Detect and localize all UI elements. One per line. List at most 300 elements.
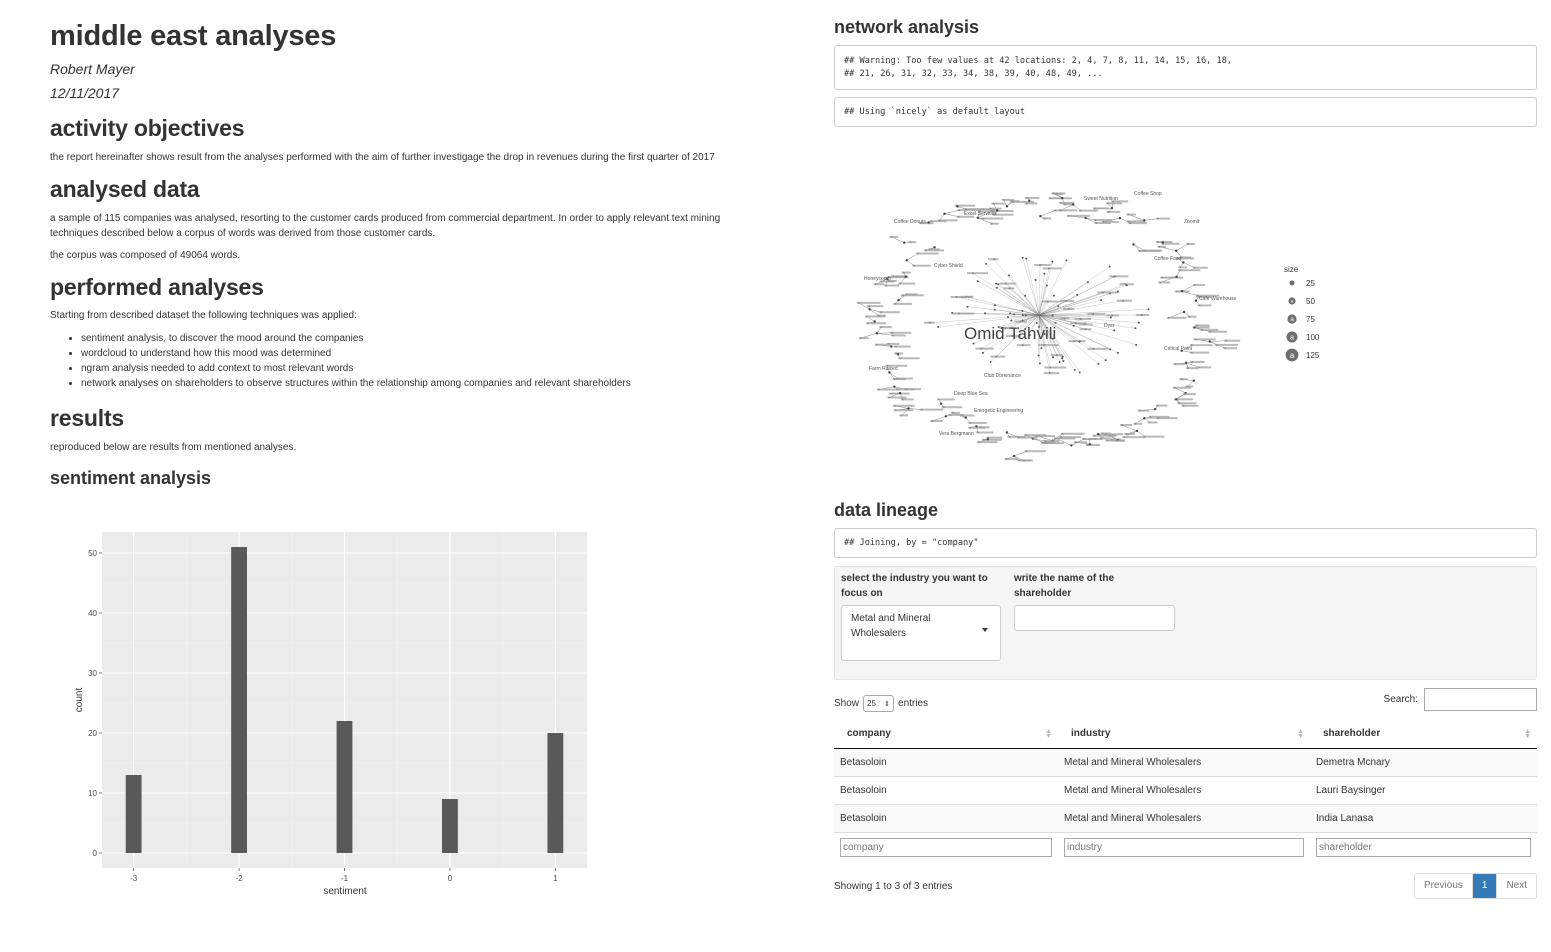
node-label-mark	[896, 378, 913, 380]
previous-page-button[interactable]: Previous	[1415, 874, 1472, 898]
network-node	[1057, 305, 1059, 307]
table-cell: Lauri Baysinger	[1310, 776, 1537, 804]
table-row[interactable]	[834, 776, 1537, 804]
network-node-label: Critical Point	[1164, 346, 1193, 352]
bar	[442, 799, 458, 853]
node-label-mark	[1094, 219, 1113, 221]
network-edge	[945, 210, 960, 214]
legend-label: 25	[1306, 279, 1315, 288]
node-label-mark	[1122, 436, 1145, 438]
node-label-mark	[1025, 202, 1038, 204]
network-node	[1109, 266, 1111, 268]
network-node	[990, 361, 992, 363]
network-node	[1008, 274, 1010, 276]
node-label-mark	[1054, 193, 1063, 195]
column-header-industry[interactable]	[1058, 720, 1310, 748]
network-node	[977, 280, 979, 282]
network-node	[899, 392, 901, 394]
node-label-mark	[1034, 264, 1051, 266]
objectives-text: the report hereinafter shows result from the analyses performed with the aim of further investigage the drop in revenues during the first quarter of 2017	[50, 152, 715, 163]
network-node-label: Dyer	[1104, 323, 1115, 329]
entries-select-value: 25	[867, 699, 876, 708]
network-edge	[877, 333, 892, 334]
node-label-mark	[953, 313, 974, 315]
node-label-mark	[1051, 354, 1063, 356]
node-label-mark	[1043, 440, 1059, 442]
node-label-mark	[991, 203, 1005, 205]
node-label-mark	[1157, 246, 1166, 248]
node-label-mark	[1086, 444, 1100, 446]
node-label-mark	[1224, 340, 1240, 342]
network-node-label: Zoomit	[1184, 219, 1200, 225]
bar	[231, 547, 247, 853]
network-node	[1009, 312, 1011, 314]
node-label-mark	[976, 431, 993, 433]
analyses-intro: Starting from described dataset the following techniques was applied:	[50, 310, 357, 321]
network-node	[876, 332, 878, 334]
node-label-mark	[990, 223, 999, 225]
node-label-mark	[1107, 211, 1121, 213]
report-right-column	[834, 16, 1537, 901]
network-node-label: Deep Blue Sea	[954, 391, 988, 397]
network-node	[1154, 408, 1156, 410]
node-label-mark	[1043, 267, 1062, 269]
industry-select-label: select the industry you want to focus on	[841, 573, 988, 599]
network-node	[1136, 430, 1138, 432]
node-label-mark	[877, 389, 901, 391]
network-node-label: Club Dominance	[984, 373, 1021, 379]
node-label-mark	[1186, 243, 1195, 245]
node-label-mark	[982, 218, 1004, 220]
network-node	[1022, 257, 1024, 259]
x-tick-label: -1	[340, 874, 349, 883]
column-header-shareholder[interactable]	[1310, 720, 1537, 748]
network-node	[1040, 347, 1042, 349]
node-label-mark	[893, 405, 915, 407]
network-edge	[907, 254, 918, 261]
node-label-mark	[879, 326, 892, 328]
node-label-mark	[1106, 314, 1119, 316]
network-node	[897, 299, 899, 301]
y-tick-label: 40	[88, 609, 97, 618]
node-label-mark	[1109, 275, 1128, 277]
network-node	[933, 246, 935, 248]
node-label-mark	[1093, 207, 1109, 209]
page-1-button[interactable]: 1	[1472, 874, 1497, 898]
network-node-label: Farm Raised	[869, 366, 898, 372]
network-node	[1175, 398, 1177, 400]
industry-filter-input[interactable]	[1064, 838, 1304, 857]
node-label-mark	[1136, 314, 1149, 316]
node-label-mark	[1126, 214, 1136, 216]
node-label-mark	[1017, 344, 1031, 346]
node-label-mark	[1022, 460, 1031, 462]
lineage-table	[834, 720, 1537, 863]
network-node	[1183, 311, 1185, 313]
network-node	[1143, 417, 1145, 419]
network-node	[1052, 356, 1054, 358]
filter-panel	[834, 566, 1537, 680]
column-header-label: company	[847, 728, 891, 740]
bar	[547, 733, 563, 853]
network-node	[1062, 360, 1064, 362]
column-header-company[interactable]	[834, 720, 1058, 748]
results-text: reproduced below are results from mentioned analyses.	[50, 442, 297, 453]
network-node	[997, 283, 999, 285]
table-row[interactable]	[834, 804, 1537, 832]
network-node	[937, 326, 939, 328]
node-label-mark	[884, 285, 899, 287]
pagination	[1414, 873, 1537, 899]
node-label-mark	[1133, 423, 1142, 425]
column-filter-row	[834, 832, 1537, 863]
network-node	[1084, 217, 1086, 219]
network-node	[1065, 259, 1067, 261]
network-node	[927, 221, 929, 223]
network-node	[1024, 295, 1026, 297]
network-node	[868, 308, 870, 310]
network-node-label: Honeycomb	[864, 276, 891, 282]
network-node	[1028, 199, 1030, 201]
node-label-mark	[1105, 440, 1124, 442]
y-tick-label: 30	[88, 669, 97, 678]
node-label-mark	[1044, 367, 1066, 369]
node-label-mark	[930, 420, 942, 422]
x-tick-label: 0	[447, 874, 453, 883]
table-row[interactable]	[834, 748, 1537, 776]
node-label-mark	[979, 426, 990, 428]
node-label-mark	[990, 356, 1005, 358]
node-label-mark	[899, 414, 908, 416]
network-node	[1117, 290, 1119, 292]
network-node	[1059, 361, 1061, 363]
node-label-mark	[1183, 393, 1196, 395]
node-label-mark	[1017, 437, 1038, 439]
y-tick-label: 10	[88, 789, 97, 798]
node-label-mark	[1186, 367, 1198, 369]
network-node	[1038, 355, 1040, 357]
network-node	[1147, 308, 1149, 310]
updown-icon: ⇕	[884, 700, 891, 708]
network-node	[1110, 316, 1112, 318]
node-label-mark	[1043, 217, 1052, 219]
network-node	[1079, 341, 1081, 343]
node-label-mark	[1177, 402, 1196, 404]
node-label-mark	[1074, 441, 1088, 443]
entries-select[interactable]	[863, 695, 894, 712]
network-node	[1076, 294, 1078, 296]
node-label-mark	[891, 334, 905, 336]
list-item: • ngram analysis needed to add context to most relevant words	[81, 361, 770, 376]
y-tick-label: 20	[88, 729, 97, 738]
network-node	[906, 259, 908, 261]
network-edge	[1009, 288, 1039, 315]
table-cell: Demetra Mcnary	[1310, 748, 1537, 776]
node-label-mark	[1179, 378, 1187, 380]
network-node	[1039, 215, 1041, 217]
node-label-mark	[1215, 344, 1238, 346]
network-node	[965, 416, 967, 418]
chevron-down-icon	[982, 628, 988, 632]
node-label-mark	[950, 296, 971, 298]
table-cell: Metal and Mineral Wholesalers	[1058, 776, 1310, 804]
node-label-mark	[1060, 300, 1074, 302]
node-label-mark	[986, 437, 1002, 439]
page-title: middle east analyses	[50, 20, 337, 52]
legend-label: 50	[1306, 297, 1315, 306]
node-label-mark	[867, 305, 883, 307]
network-node-label: Excel Services	[964, 211, 997, 217]
sentiment-bar-chart	[60, 525, 600, 905]
node-label-mark	[879, 311, 900, 313]
performed-analyses-heading: performed analyses	[50, 274, 264, 300]
network-edge	[1186, 363, 1200, 368]
node-label-mark	[938, 219, 958, 221]
node-label-mark	[1178, 269, 1200, 271]
node-label-mark	[875, 344, 890, 346]
industry-select[interactable]	[841, 605, 1001, 661]
network-node	[1135, 344, 1137, 346]
network-node	[1043, 273, 1045, 275]
bar	[126, 775, 142, 853]
node-label-mark	[977, 441, 997, 443]
shareholder-filter-input[interactable]	[1316, 838, 1531, 857]
node-label-mark	[1024, 434, 1046, 436]
node-label-mark	[857, 302, 881, 304]
y-tick-label: 50	[88, 549, 97, 558]
node-label-mark	[1190, 361, 1204, 363]
network-node	[1113, 329, 1115, 331]
node-label-mark	[1124, 433, 1134, 435]
network-node	[1193, 326, 1195, 328]
network-graph	[834, 135, 1537, 475]
network-node	[897, 353, 899, 355]
column-header-label: shareholder	[1323, 728, 1381, 740]
table-cell: Metal and Mineral Wholesalers	[1058, 804, 1310, 832]
industry-select-value: Metal and Mineral Wholesalers	[851, 613, 931, 639]
network-node	[994, 309, 996, 311]
y-tick-label: 0	[92, 849, 97, 858]
node-label-mark	[942, 406, 963, 408]
node-label-mark	[1000, 283, 1017, 285]
x-tick-label: 1	[553, 874, 558, 883]
network-node	[1007, 316, 1009, 318]
shareholder-input[interactable]	[1014, 605, 1175, 631]
report-date: 12/11/2017	[50, 85, 120, 101]
entries-label: entries	[898, 698, 929, 709]
table-cell: India Lanasa	[1310, 804, 1537, 832]
network-node	[1209, 340, 1211, 342]
node-label-mark	[866, 322, 886, 324]
network-node	[1109, 348, 1111, 350]
table-cell: Betasoloin	[834, 804, 1058, 832]
sentiment-heading: sentiment analysis	[50, 468, 212, 488]
network-node	[1061, 357, 1063, 359]
node-label-mark	[874, 283, 885, 285]
node-label-mark	[1059, 317, 1070, 319]
legend-glyph: a	[1290, 298, 1294, 304]
node-label-mark	[1075, 318, 1092, 320]
node-label-mark	[1190, 352, 1209, 354]
node-label-mark	[1059, 209, 1078, 211]
network-node	[1039, 362, 1041, 364]
node-label-mark	[1195, 324, 1210, 326]
network-node	[1097, 363, 1099, 365]
network-node	[982, 352, 984, 354]
node-label-mark	[1063, 308, 1075, 310]
node-label-mark	[924, 322, 935, 324]
node-label-mark	[1200, 329, 1218, 331]
next-page-button[interactable]: Next	[1496, 874, 1536, 898]
network-node-label: Sweet Nutrition	[1084, 196, 1118, 202]
network-edge	[1176, 244, 1188, 251]
network-node	[1074, 369, 1076, 371]
node-label-mark	[1190, 344, 1213, 346]
node-label-mark	[1193, 267, 1208, 269]
network-node	[1035, 279, 1037, 281]
node-label-mark	[1097, 291, 1118, 293]
node-label-mark	[893, 303, 912, 305]
node-label-mark	[908, 241, 916, 243]
network-edge	[1040, 210, 1055, 216]
network-center-label: Omid Tahvili	[964, 324, 1057, 343]
network-node-label: Coffee Donuts	[894, 219, 926, 225]
network-warning-output: ## Warning: Too few values at 42 locations: 2, 4, 7, 8, 11, 14, 15, 16, 18, ## 21, 26, 31, 32, 33, 34, 38, 39, 40, 48, 49, ...	[834, 45, 1537, 90]
network-node	[1143, 219, 1145, 221]
node-label-mark	[1173, 363, 1185, 365]
node-label-mark	[1193, 284, 1205, 286]
node-label-mark	[967, 272, 988, 274]
legend-size-key	[1290, 281, 1295, 286]
node-label-mark	[1156, 218, 1170, 220]
node-label-mark	[1223, 347, 1237, 349]
node-label-mark	[1082, 438, 1102, 440]
network-node	[1138, 322, 1140, 324]
search-input[interactable]	[1424, 688, 1537, 711]
network-node	[1051, 261, 1053, 263]
sort-icon: ▲ ▼	[1045, 728, 1052, 740]
network-node	[1193, 379, 1195, 381]
network-node	[943, 213, 945, 215]
node-label-mark	[1160, 277, 1183, 279]
network-node	[1013, 455, 1015, 457]
objectives-heading: activity objectives	[50, 115, 245, 141]
network-node	[1022, 314, 1024, 316]
node-label-mark	[898, 357, 919, 359]
network-node	[1100, 299, 1102, 301]
node-label-mark	[887, 396, 906, 398]
network-node	[1073, 325, 1075, 327]
network-edge	[1039, 267, 1110, 315]
network-node	[977, 217, 979, 219]
network-node	[873, 320, 875, 322]
node-label-mark	[894, 346, 911, 348]
node-label-mark	[901, 398, 914, 400]
y-axis-label: count	[74, 687, 85, 713]
network-node	[1089, 443, 1091, 445]
network-node	[1175, 276, 1177, 278]
node-label-mark	[1059, 436, 1081, 438]
analysed-data-text: a sample of 115 companies was analysed, resorting to the customer cards produced from commercial department. In order to apply relevant text mining techniques described below a corpus of words was derived from those customer cards.	[50, 213, 721, 239]
network-node	[1182, 261, 1184, 263]
results-heading: results	[50, 405, 125, 431]
network-node-label: Coffee Shop	[1134, 191, 1162, 197]
node-label-mark	[1005, 458, 1018, 460]
corpus-size-text: the corpus was composed of 49064 words.	[50, 250, 241, 261]
node-label-mark	[916, 253, 939, 255]
node-label-mark	[1079, 210, 1098, 212]
node-label-mark	[1067, 215, 1090, 217]
network-heading: network analysis	[834, 17, 980, 37]
network-node	[945, 415, 947, 417]
legend-label: 125	[1306, 351, 1320, 360]
network-node	[1006, 205, 1008, 207]
network-node	[1079, 371, 1081, 373]
network-node	[1013, 313, 1015, 315]
layout-message-output: ## Using `nicely` as default layout	[834, 97, 1537, 127]
network-node-label: Cafe Warehouse	[1199, 296, 1237, 302]
node-label-mark	[1193, 338, 1215, 340]
node-label-mark	[1044, 372, 1059, 374]
list-item: • network analyses on shareholders to observe structures within the relationship among companies and relevant shareholders	[81, 376, 770, 391]
author: Robert Mayer	[50, 61, 135, 77]
node-label-mark	[1079, 323, 1093, 325]
node-label-mark	[889, 236, 898, 238]
node-label-mark	[1167, 317, 1187, 319]
node-label-mark	[898, 283, 915, 285]
network-node	[1126, 284, 1128, 286]
network-node	[985, 263, 987, 265]
node-label-mark	[1117, 300, 1132, 302]
node-label-mark	[1088, 348, 1109, 350]
network-edge	[1039, 268, 1049, 315]
node-label-mark	[1038, 344, 1059, 346]
node-label-mark	[1068, 340, 1085, 342]
network-node	[907, 407, 909, 409]
network-edge	[1036, 280, 1039, 315]
network-node	[1053, 295, 1055, 297]
entries-length-control	[834, 695, 928, 712]
node-label-mark	[1148, 421, 1158, 423]
node-label-mark	[1025, 197, 1039, 199]
node-label-mark	[924, 249, 944, 251]
network-edge	[1210, 341, 1227, 342]
node-label-mark	[1102, 221, 1119, 223]
network-edge	[973, 273, 1039, 315]
network-node-label: Coffee Food	[1154, 256, 1182, 262]
node-label-mark	[920, 409, 943, 411]
node-label-mark	[1187, 316, 1196, 318]
network-node-label: Cyber Shield	[934, 263, 963, 269]
network-node	[940, 402, 942, 404]
node-label-mark	[1059, 202, 1074, 204]
node-label-mark	[1173, 387, 1191, 389]
company-filter-input[interactable]	[840, 838, 1052, 857]
node-label-mark	[937, 398, 955, 400]
node-label-mark	[1048, 197, 1072, 199]
node-label-mark	[1156, 405, 1168, 407]
table-search	[1384, 688, 1537, 711]
node-label-mark	[912, 265, 931, 267]
list-item: • sentiment analysis, to discover the mood around the companies	[81, 331, 770, 346]
node-label-mark	[1198, 304, 1212, 306]
node-label-mark	[989, 208, 1002, 210]
node-label-mark	[1024, 450, 1046, 452]
network-node	[1111, 207, 1113, 209]
node-label-mark	[1087, 313, 1105, 315]
network-node	[1134, 327, 1136, 329]
network-node	[1010, 320, 1012, 322]
